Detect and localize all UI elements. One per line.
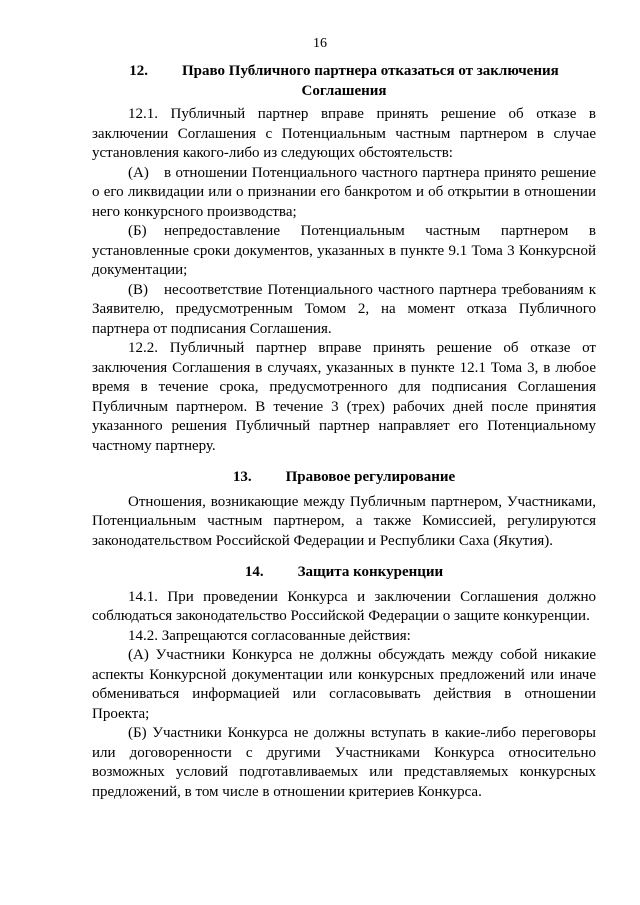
page-number: 16 <box>313 36 327 51</box>
list-marker-12-c: (В) <box>128 281 148 298</box>
list-text-12-b: непредоставление Потенциальным частным партнером в установленные сроки документов, указанных в пункте 9.1 Тома 3 Конкурсной документации; <box>92 223 596 278</box>
list-item-14-b <box>92 724 596 802</box>
list-text-12-a: в отношении Потенциального частного партнера принято решение о его ликвидации или о признании его банкротом и об открытии в отношении него конкурсного производства; <box>92 164 596 220</box>
paragraph-14-2: 14.2. Запрещаются согласованные действия: <box>128 627 411 644</box>
list-marker-14-a: (А) <box>128 647 149 663</box>
paragraph-13-1: Отношения, возникающие между Публичным партнером, Участниками, Потенциальным частным партнером, а также Комиссией, регулируются законодательством Российской Федерации и Республики Саха (Якутия). <box>92 493 596 549</box>
section-12-title-line2: Соглашения <box>301 82 387 99</box>
list-item-12-c <box>92 281 596 340</box>
paragraph-14-1: 14.1. При проведении Конкурса и заключении Соглашения должно соблюдаться законодательство Российской Федерации о защите конкуренции. <box>92 588 596 624</box>
paragraph-12-1: 12.1. Публичный партнер вправе принять решение об отказе в заключении Соглашения с Потенциальным частным партнером в случае установления какого-либо из следующих обстоятельств: <box>92 106 596 161</box>
section-14-number: 14. <box>244 564 264 580</box>
list-text-14-b: Участники Конкурса не должны вступать в какие-либо переговоры или договоренности с другими Участниками Конкурса относительно возможных условий подготавливаемых или представляемых конкурсных предложений, в том числе в отношении критериев Конкурса. <box>92 725 596 800</box>
list-marker-12-b: (Б) <box>128 223 147 239</box>
section-13-number: 13. <box>232 469 252 485</box>
section-12-number: 12. <box>129 63 149 79</box>
list-text-12-c: несоответствие Потенциального частного партнера требованиям к Заявителю, предусмотренным Томом 2, на момент отказа Публичного партнера от подписания Соглашения. <box>92 281 596 337</box>
section-13-title: Правовое регулирование <box>285 469 456 485</box>
paragraph-12-2: 12.2. Публичный партнер вправе принять решение об отказе от заключения Соглашения в случаях, указанных в пункте 12.1 Тома 3, в любое время в течение срока, предусмотренного для подписания Соглашения Публичным партнером. В течение 3 (трех) рабочих дней после принятия указанного решения Публичный партнер направляет его Потенциальному частному партнеру. <box>92 340 596 454</box>
list-item-14-a <box>92 646 596 724</box>
section-12-title-line1: Право Публичного партнера отказаться от заключения <box>182 63 559 79</box>
section-14-title: Защита конкуренции <box>297 564 444 580</box>
section-12-heading-line1 <box>92 62 596 82</box>
document-body <box>92 62 596 802</box>
section-12-heading <box>92 62 596 101</box>
list-marker-14-b: (Б) <box>128 725 147 741</box>
section-14-heading <box>92 563 596 583</box>
list-item-12-b <box>92 222 596 281</box>
section-13-heading <box>92 468 596 488</box>
list-text-14-a: Участники Конкурса не должны обсуждать между собой никакие аспекты Конкурсной документации или конкурсных предложений или иначе обмениваться информацией или согласовывать действия в отношении Проекта; <box>92 647 596 722</box>
list-marker-12-a: (А) <box>128 164 149 181</box>
list-item-12-a <box>92 164 596 223</box>
